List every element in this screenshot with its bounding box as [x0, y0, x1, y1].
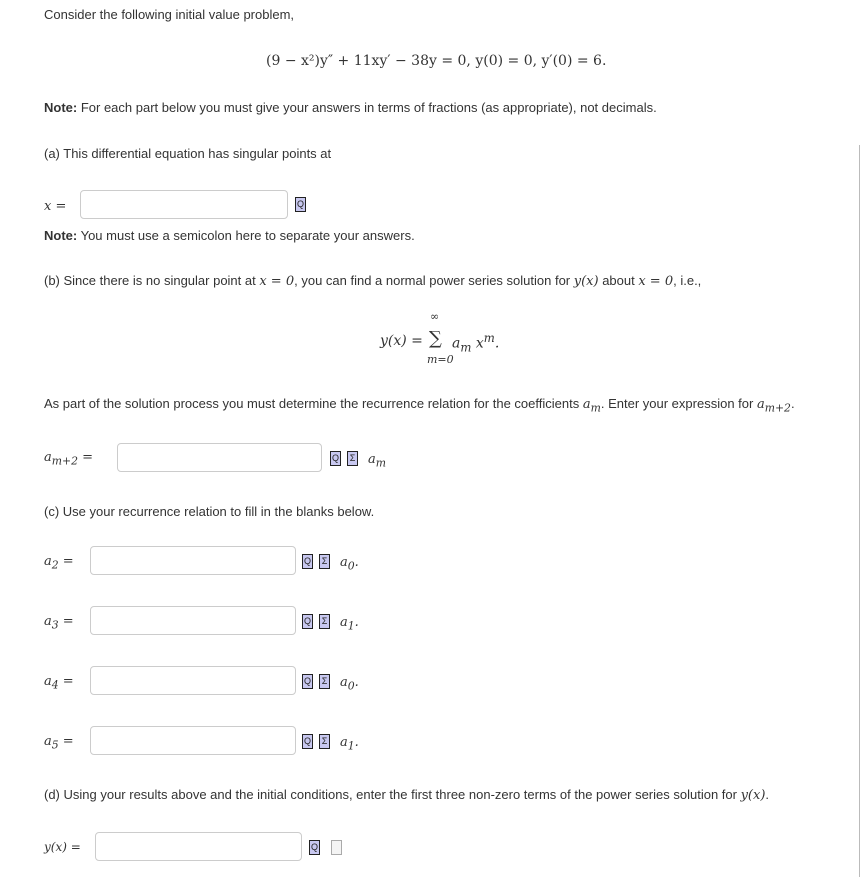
a4-input[interactable]	[90, 666, 296, 695]
preview-icon[interactable]: Q	[302, 674, 313, 689]
part-d-label: y(x) =	[44, 840, 81, 854]
recurrence-suffix: $a_m$	[368, 452, 387, 470]
disabled-document-icon	[331, 840, 342, 855]
note-semicolon	[44, 228, 415, 243]
preview-icon[interactable]: Q	[302, 614, 313, 629]
part-a-label: x =	[44, 199, 67, 214]
note-label: Note:	[44, 100, 78, 115]
a3-input[interactable]	[90, 606, 296, 635]
equation-editor-icon[interactable]: Σ	[319, 674, 330, 689]
note-text: You must use a semicolon here to separate your answers.	[77, 228, 415, 243]
ode-equation: (9 − x²)y″ + 11xy′ − 38y = 0, y(0) = 0, y′(0) = 6.	[266, 53, 607, 69]
preview-icon[interactable]: Q	[302, 734, 313, 749]
equation-editor-icon[interactable]: Σ	[319, 614, 330, 629]
part-a-text: (a) This differential equation has singular points at	[44, 146, 332, 161]
series-term: $a_m$ $x^m$.	[452, 331, 500, 355]
preview-icon[interactable]: Q	[330, 451, 341, 466]
series-lhs: y(x) =	[380, 333, 423, 349]
part-b-text: (b) Since there is no singular point at x = 0, you can find a normal power series solution for y(x) about x = 0, i.e.,	[44, 273, 702, 289]
equation-editor-icon[interactable]: Σ	[319, 734, 330, 749]
preview-icon[interactable]: Q	[302, 554, 313, 569]
series-solution-input[interactable]	[95, 832, 302, 861]
part-c-text: (c) Use your recurrence relation to fill in the blanks below.	[44, 504, 375, 519]
note-label: Note:	[44, 228, 78, 243]
equation-editor-icon[interactable]: Σ	[347, 451, 358, 466]
part-d-text: (d) Using your results above and the initial conditions, enter the first three non-zero terms of the power series solution for y(x).	[44, 787, 770, 803]
scrollbar-track	[859, 145, 860, 877]
intro-text: Consider the following initial value problem,	[44, 7, 295, 22]
singular-points-input[interactable]	[80, 190, 288, 219]
preview-icon[interactable]: Q	[309, 840, 320, 855]
preview-icon[interactable]: Q	[295, 197, 306, 212]
equation-editor-icon[interactable]: Σ	[319, 554, 330, 569]
a5-input[interactable]	[90, 726, 296, 755]
sum-lower: m=0	[427, 353, 454, 366]
sum-upper: ∞	[430, 310, 440, 323]
a2-input[interactable]	[90, 546, 296, 575]
note-text: For each part below you must give your answers in terms of fractions (as appropriate), not decimals.	[77, 100, 657, 115]
sum-symbol: ∑	[429, 328, 442, 349]
recurrence-label: $a_{m+2}$ =	[44, 450, 94, 468]
recurrence-input[interactable]	[117, 443, 322, 472]
recurrence-text: As part of the solution process you must determine the recurrence relation for the coefficients $a_m$. Enter your expression for $a_{m+2}$.	[44, 396, 795, 415]
note-fractions	[44, 100, 657, 115]
